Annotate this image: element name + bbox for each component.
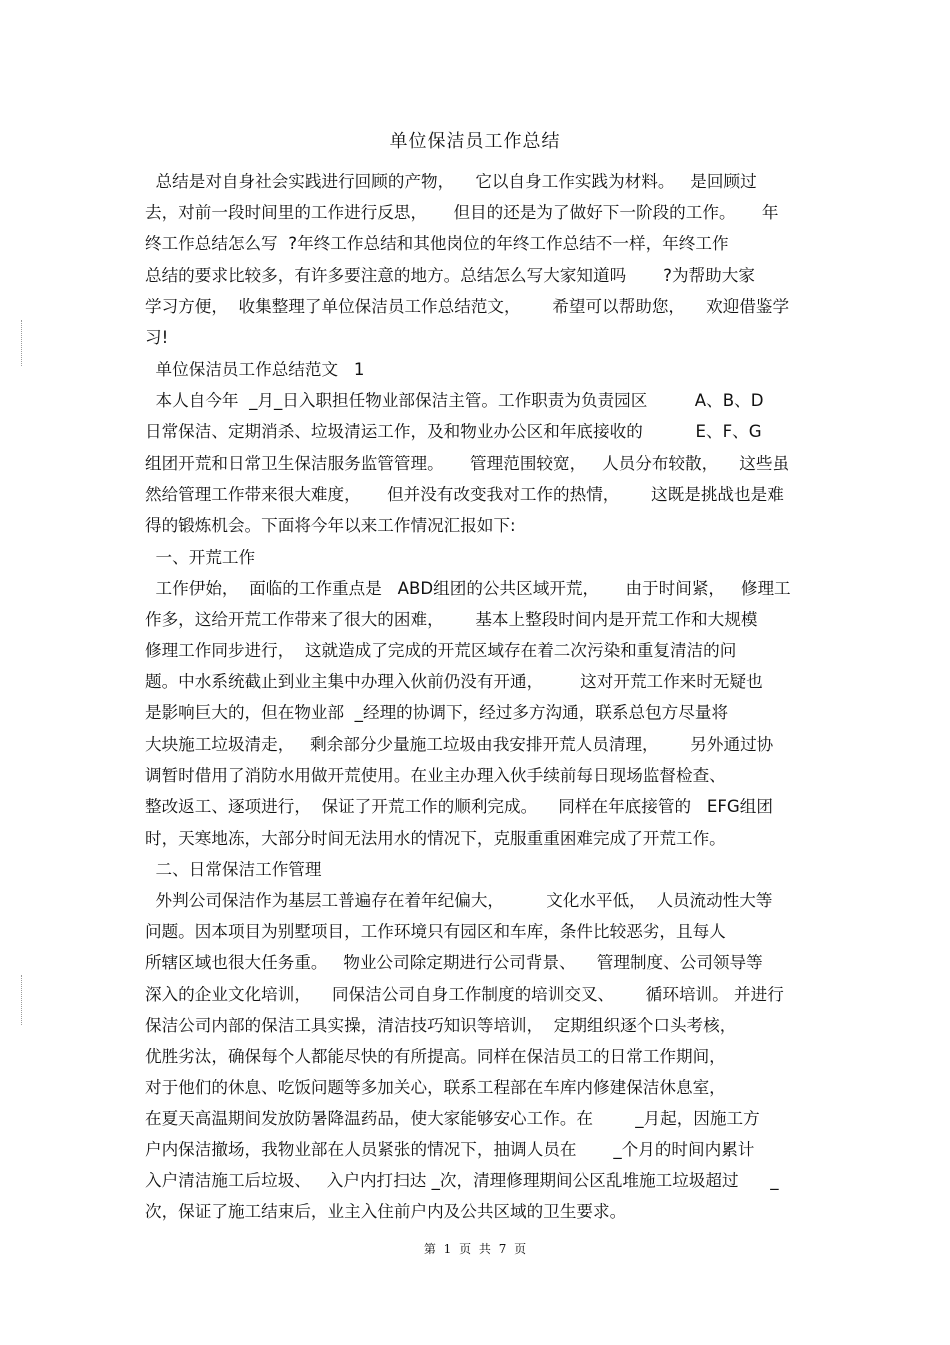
body-line: 入户清洁施工后垃圾、 入户内打扫达 _次，清理修理期间公区乱堆施工垃圾超过 _ [145, 1171, 779, 1190]
body-line: 得的锻炼机会。下面将今年以来工作情况汇报如下: [145, 516, 516, 535]
body-line: 终工作总结怎么写 ?年终工作总结和其他岗位的年终工作总结不一样，年终工作 [145, 234, 729, 253]
body-line: 总结的要求比较多，有许多要注意的地方。总结怎么写大家知道吗 ?为帮助大家 [145, 266, 755, 285]
left-margin-mark-top [21, 320, 22, 366]
body-line: 次，保证了施工结束后，业主入住前户内及公共区域的卫生要求。 [145, 1202, 627, 1221]
body-line: 工作伊始， 面临的工作重点是 ABD组团的公共区域开荒， 由于时间紧， 修理工 [145, 579, 791, 598]
body-line: 问题。因本项目为别墅项目，工作环境只有园区和车库，条件比较恶劣，且每人 [145, 922, 726, 941]
body-line: 修理工作同步进行， 这就造成了完成的开荒区域存在着二次污染和重复清洁的问 [145, 641, 737, 660]
body-line: 整改返工、逐项进行， 保证了开荒工作的顺利完成。 同样在年底接管的 EFG组团 [145, 797, 773, 816]
body-line: 优胜劣汰，确保每个人都能尽快的有所提高。同样在保洁员工的日常工作期间， [145, 1047, 726, 1066]
body-line: 题。中水系统截止到业主集中办理入伙前仍没有开通， 这对开荒工作来时无疑也 [145, 672, 763, 691]
body-line: 一、开荒工作 [145, 548, 256, 567]
body-line: 总结是对自身社会实践进行回顾的产物， 它以自身工作实践为材料。 是回顾过 [145, 172, 757, 191]
body-line: 时，天寒地冻，大部分时间无法用水的情况下，克服重重困难完成了开荒工作。 [145, 829, 726, 848]
body-line: 学习方便， 收集整理了单位保洁员工作总结范文， 希望可以帮助您， 欢迎借鉴学 [145, 297, 790, 316]
body-line: 深入的企业文化培训， 同保洁公司自身工作制度的培训交叉、 循环培训。 并进行 [145, 985, 784, 1004]
page-footer: 第 1 页 共 7 页 [423, 1242, 527, 1256]
document-title: 单位保洁员工作总结 [389, 131, 561, 152]
body-line: 作多，这给开荒工作带来了很大的困难， 基本上整段时间内是开荒工作和大规模 [145, 610, 758, 629]
body-line: 所辖区域也很大任务重。 物业公司除定期进行公司背景、 管理制度、公司领导等 [145, 953, 763, 972]
body-line: 组团开荒和日常卫生保洁服务监管管理。 管理范围较宽， 人员分布较散， 这些虽 [145, 454, 790, 473]
body-line: 保洁公司内部的保洁工具实操，清洁技巧知识等培训， 定期组织逐个口头考核， [145, 1016, 737, 1035]
body-line: 外判公司保洁作为基层工普遍存在着年纪偏大， 文化水平低， 人员流动性大等 [145, 891, 773, 910]
body-line: 日常保洁、定期消杀、垃圾清运工作，及和物业办公区和年底接收的 E、F、G [145, 422, 762, 441]
body-line: 户内保洁撤场，我物业部在人员紧张的情况下，抽调人员在 _个月的时间内累计 [145, 1140, 755, 1159]
body-line: 二、日常保洁工作管理 [145, 860, 322, 879]
body-line: 本人自今年 _月_日入职担任物业部保洁主管。工作职责为负责园区 A、B、D [145, 391, 764, 410]
body-line: 大块施工垃圾清走， 剩余部分少量施工垃圾由我安排开荒人员清理， 另外通过协 [145, 735, 774, 754]
body-line: 对于他们的休息、吃饭问题等多加关心，联系工程部在车库内修建保洁休息室， [145, 1078, 726, 1097]
body-line: 单位保洁员工作总结范文 1 [145, 360, 365, 379]
body-line: 在夏天高温期间发放防暑降温药品，使大家能够安心工作。在 _月起，因施工方 [145, 1109, 760, 1128]
body-line: 习! [145, 328, 169, 347]
body-line: 去，对前一段时间里的工作进行反思， 但目的还是为了做好下一阶段的工作。 年 [145, 203, 779, 222]
body-line: 然给管理工作带来很大难度， 但并没有改变我对工作的热情， 这既是挑战也是难 [145, 485, 784, 504]
body-line: 是影响巨大的，但在物业部 _经理的协调下，经过多方沟通，联系总包方尽量将 [145, 703, 729, 722]
left-margin-mark-bottom [21, 975, 22, 1025]
body-line: 调暂时借用了消防水用做开荒使用。在业主办理入伙手续前每日现场监督检查、 [145, 766, 726, 785]
